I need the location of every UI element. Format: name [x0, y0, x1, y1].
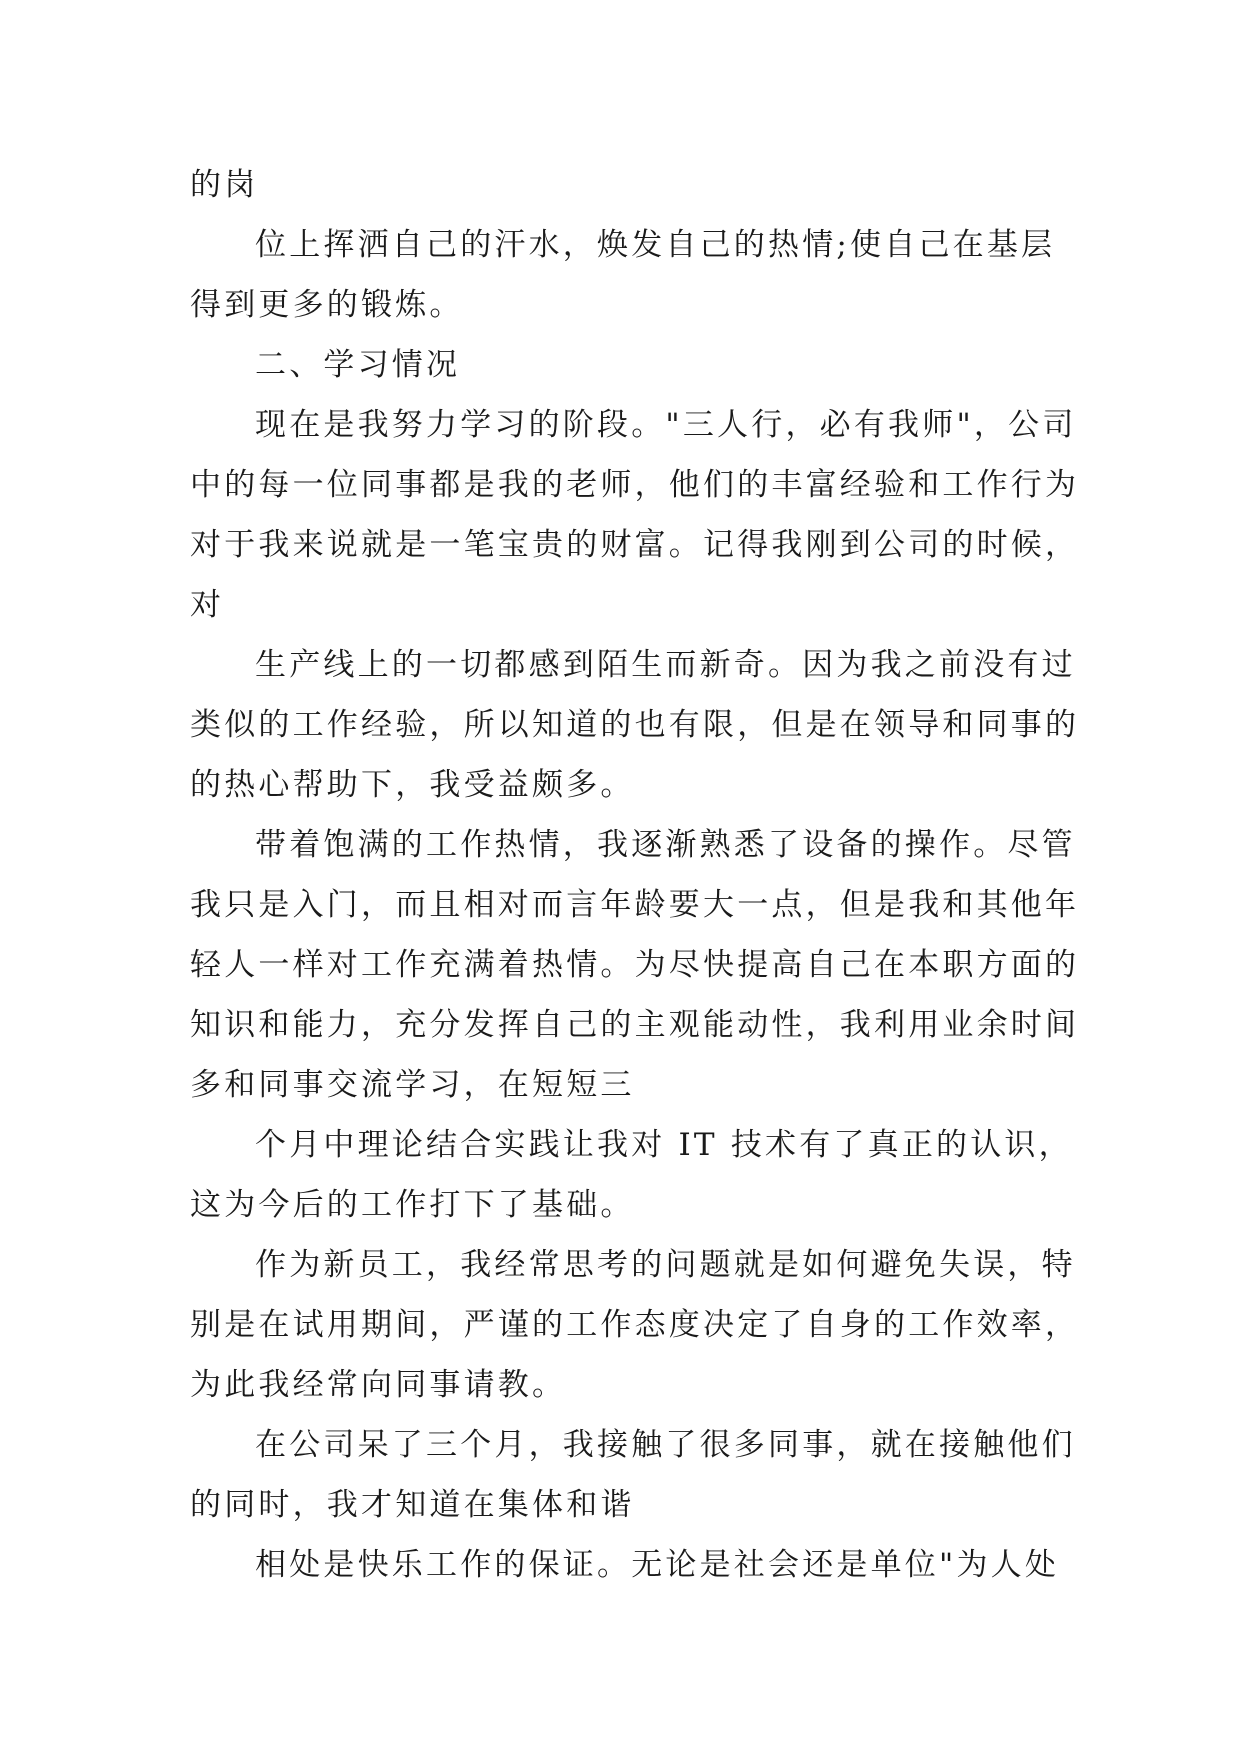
section-heading: 二、学习情况: [255, 347, 461, 383]
text-line: 别是在试用期间，严谨的工作态度决定了自身的工作效率，: [190, 1307, 1080, 1343]
text-line: 知识和能力，充分发挥自己的主观能动性，我利用业余时间: [190, 1007, 1080, 1043]
text-line: 的同时，我才知道在集体和谐: [190, 1487, 635, 1523]
text-line: 作为新员工，我经常思考的问题就是如何避免失误，特: [255, 1247, 1076, 1283]
text-line: 对于我来说就是一笔宝贵的财富。记得我刚到公司的时候，: [190, 527, 1080, 563]
text-line: 的热心帮助下，我受益颇多。: [190, 767, 635, 803]
text-line: 多和同事交流学习，在短短三: [190, 1067, 635, 1103]
text-line: 这为今后的工作打下了基础。: [190, 1187, 635, 1223]
text-line: 个月中理论结合实践让我对 IT 技术有了真正的认识，: [255, 1127, 1073, 1163]
text-line: 中的每一位同事都是我的老师，他们的丰富经验和工作行为: [190, 467, 1080, 503]
text-line: 在公司呆了三个月，我接触了很多同事，就在接触他们: [255, 1427, 1076, 1463]
text-line: 类似的工作经验，所以知道的也有限，但是在领导和同事的: [190, 707, 1080, 743]
text-line: 为此我经常向同事请教。: [190, 1367, 567, 1403]
text-line: 我只是入门，而且相对而言年龄要大一点，但是我和其他年: [190, 887, 1080, 923]
text-line: 的岗: [190, 167, 259, 203]
text-line: 现在是我努力学习的阶段。"三人行，必有我师"，公司: [255, 407, 1077, 443]
text-line: 轻人一样对工作充满着热情。为尽快提高自己在本职方面的: [190, 947, 1080, 983]
text-line: 相处是快乐工作的保证。无论是社会还是单位"为人处: [255, 1547, 1060, 1583]
text-line: 位上挥洒自己的汗水，焕发自己的热情;使自己在基层: [255, 227, 1056, 263]
text-line: 对: [190, 587, 225, 623]
text-line: 带着饱满的工作热情，我逐渐熟悉了设备的操作。尽管: [255, 827, 1076, 863]
text-line: 得到更多的锻炼。: [190, 287, 464, 323]
text-line: 生产线上的一切都感到陌生而新奇。因为我之前没有过: [255, 647, 1076, 683]
